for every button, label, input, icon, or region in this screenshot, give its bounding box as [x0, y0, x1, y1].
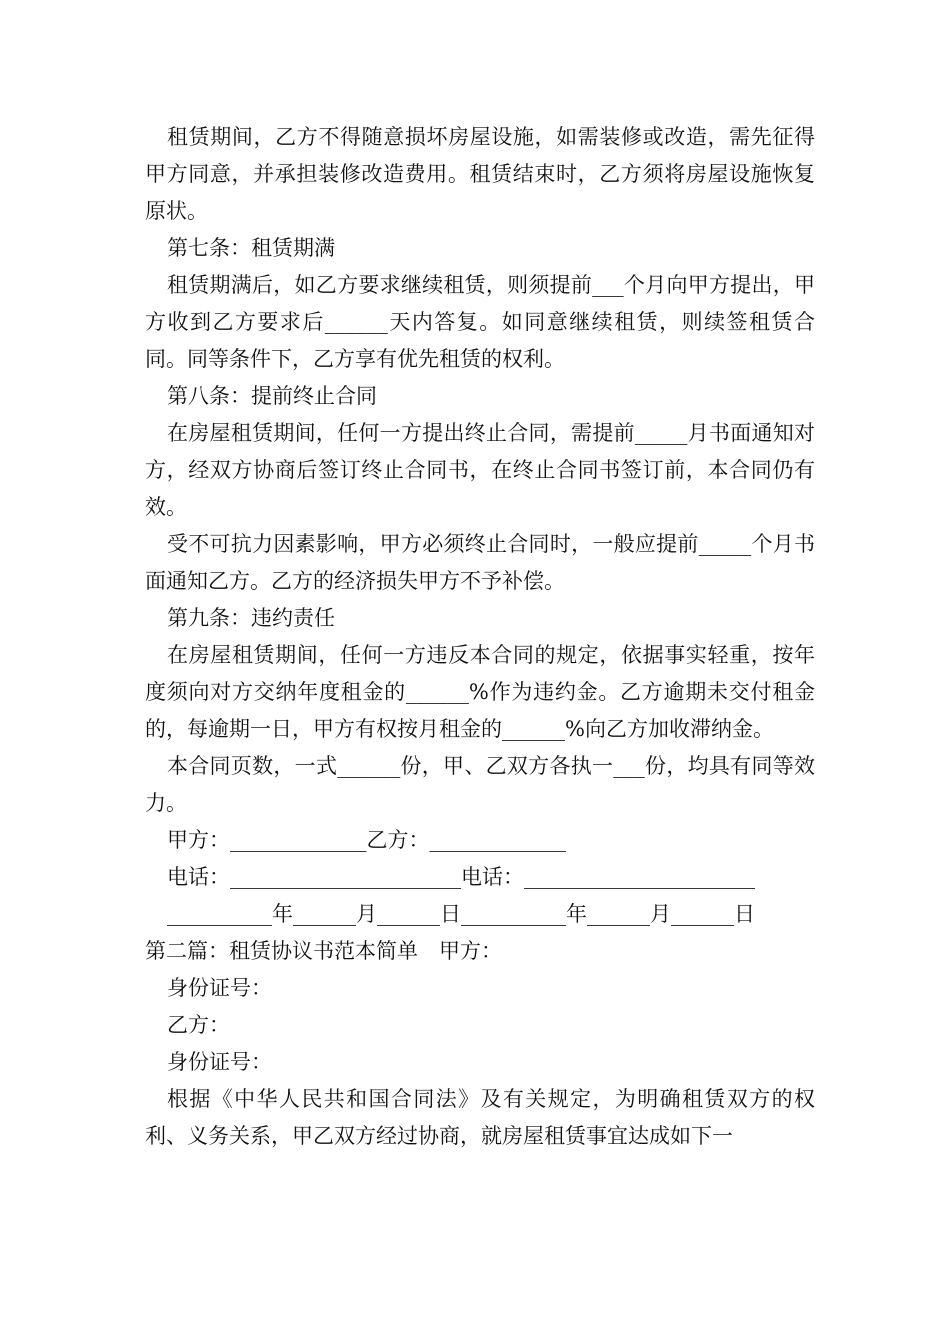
heading-article-8: 第八条：提前终止合同: [167, 384, 377, 408]
paragraph-termination: 在房屋租赁期间，任何一方提出终止合同，需提前_____月书面通知对方，经双方协商后签订终止合同书，在终止合同书签订前，本合同仍有效。: [145, 421, 815, 519]
heading-article-7: 第七条：租赁期满: [167, 236, 335, 260]
paragraph-breach: 在房屋租赁期间，任何一方违反本合同的规定，依据事实轻重，按年度须向对方交纳年度租金的______%作为违约金。乙方逾期未交付租金的，每逾期一日，甲方有权按月租金的______%向乙方加收滞纳金。: [145, 643, 815, 741]
paragraph-renovation: 租赁期间，乙方不得随意损坏房屋设施，如需装修或改造，需先征得甲方同意，并承担装修改造费用。租赁结束时，乙方须将房屋设施恢复原状。: [145, 125, 815, 223]
id-number-a: 身份证号：: [167, 976, 272, 1000]
signature-party-line: 甲方：_____________乙方：_____________: [167, 828, 566, 852]
second-part-title: 第二篇：租赁协议书范本简单 甲方：: [145, 939, 502, 963]
paragraph-renewal: 租赁期满后，如乙方要求继续租赁，则须提前___个月向甲方提出，甲方收到乙方要求后______天内答复。如同意继续租赁，则续签租赁合同。同等条件下，乙方享有优先租赁的权利。: [145, 273, 815, 371]
signature-phone-line: 电话：______________________电话：______________________: [167, 865, 755, 889]
paragraph-intro: 根据《中华人民共和国合同法》及有关规定，为明确租赁双方的权利、义务关系，甲乙双方经过协商，就房屋租赁事宜达成如下一: [145, 1087, 815, 1148]
signature-date-line: __________年______月______日__________年______月______日: [167, 902, 755, 926]
paragraph-force-majeure: 受不可抗力因素影响，甲方必须终止合同时，一般应提前_____个月书面通知乙方。乙方的经济损失甲方不予补偿。: [145, 532, 815, 593]
heading-article-9: 第九条：违约责任: [167, 606, 335, 630]
party-b-label: 乙方：: [167, 1013, 230, 1037]
id-number-b: 身份证号：: [167, 1050, 272, 1074]
paragraph-copies: 本合同页数，一式______份，甲、乙双方各执一___份，均具有同等效力。: [145, 754, 815, 815]
document-body: [145, 119, 815, 1155]
